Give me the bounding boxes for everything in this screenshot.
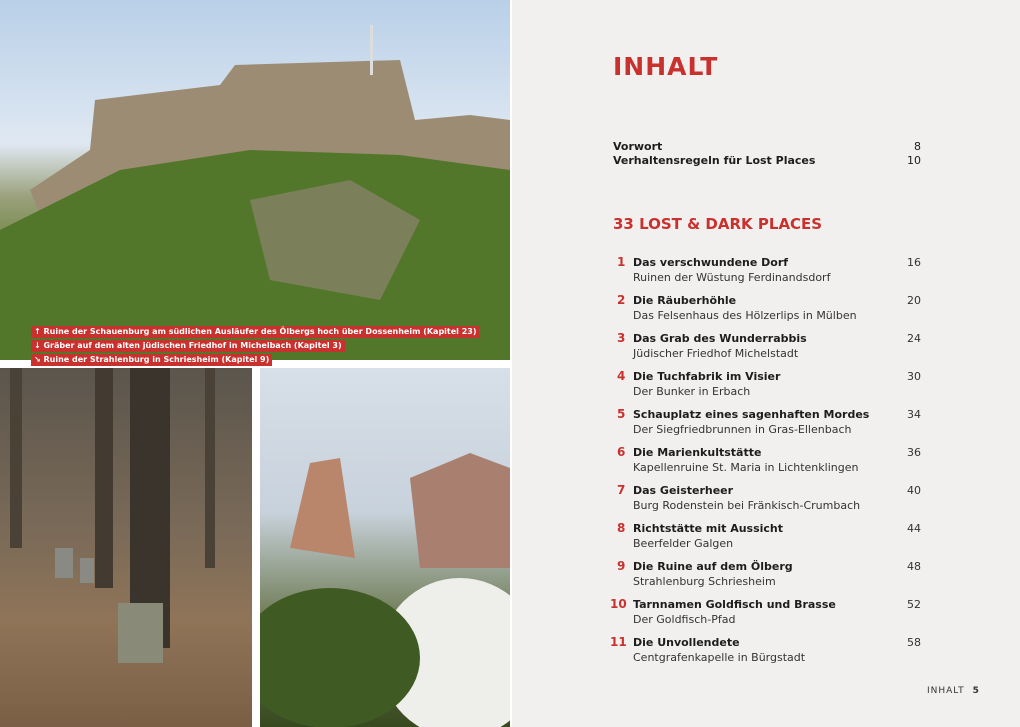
footer-label: INHALT <box>927 686 965 696</box>
chapter-page: 16 <box>907 256 921 269</box>
chapter-subtitle: Ruinen der Wüstung Ferdinandsdorf <box>633 271 831 284</box>
caption-1: ↑ Ruine der Schauenburg am südlichen Ausläufer des Ölbergs hoch über Dossenheim (Kapitel 23) <box>31 326 479 338</box>
chapter-number: 10 <box>610 597 627 611</box>
chapter-page: 34 <box>907 408 921 421</box>
chapter-title: Das Geisterheer <box>633 484 734 497</box>
chapter-page: 30 <box>907 370 921 383</box>
chapter-title: Die Marienkultstätte <box>633 446 762 459</box>
chapter-subtitle: Das Felsenhaus des Hölzerlips in Mülben <box>633 309 857 322</box>
chapter-page: 24 <box>907 332 921 345</box>
chapter-title: Die Ruine auf dem Ölberg <box>633 560 793 573</box>
chapter-title: Das Grab des Wunderrabbis <box>633 332 807 345</box>
toc-label: Verhaltensregeln für Lost Places <box>613 154 816 167</box>
toc-front-item[interactable] <box>613 154 921 167</box>
chapter-subtitle: Jüdischer Friedhof Michelstadt <box>633 347 799 360</box>
caption-2: ↓ Gräber auf dem alten jüdischen Friedhof in Michelbach (Kapitel 3) <box>31 340 345 352</box>
chapter-title: Die Tuchfabrik im Visier <box>633 370 781 383</box>
photo-captions <box>31 326 479 366</box>
chapter-title: Die Räuberhöhle <box>633 294 737 307</box>
chapter-number: 5 <box>617 407 626 421</box>
toc-page: 10 <box>907 154 921 167</box>
chapter-subtitle: Centgrafenkapelle in Bürgstadt <box>633 651 806 664</box>
chapter-number: 8 <box>617 521 626 535</box>
chapter-title: Das verschwundene Dorf <box>633 256 789 269</box>
toc-front-item[interactable] <box>613 140 921 153</box>
chapter-number: 9 <box>617 559 626 573</box>
chapter-number: 3 <box>617 331 626 345</box>
chapter-page: 36 <box>907 446 921 459</box>
chapter-subtitle: Burg Rodenstein bei Fränkisch-Crumbach <box>633 499 861 512</box>
chapter-title: Die Unvollendete <box>633 636 740 649</box>
chapter-page: 40 <box>907 484 921 497</box>
chapter-page: 58 <box>907 636 921 649</box>
chapter-subtitle: Der Bunker in Erbach <box>633 385 751 398</box>
chapter-number: 6 <box>617 445 626 459</box>
chapter-number: 2 <box>617 293 626 307</box>
chapter-title: Tarnnamen Goldfisch und Brasse <box>633 598 836 611</box>
jewish-cemetery-photo <box>0 368 252 727</box>
chapter-subtitle: Der Siegfriedbrunnen in Gras-Ellenbach <box>633 423 852 436</box>
castle-ruin-photo <box>0 0 510 360</box>
caption-3: ↘ Ruine der Strahlenburg in Schriesheim (Kapitel 9) <box>31 354 272 366</box>
chapter-number: 11 <box>610 635 627 649</box>
chapter-subtitle: Der Goldfisch-Pfad <box>633 613 736 626</box>
chapter-subtitle: Kapellenruine St. Maria in Lichtenklingen <box>633 461 859 474</box>
toc-label: Vorwort <box>613 140 663 153</box>
chapter-subtitle: Beerfelder Galgen <box>633 537 734 550</box>
table-of-contents-page <box>512 0 1020 727</box>
chapter-page: 44 <box>907 522 921 535</box>
chapter-page: 48 <box>907 560 921 573</box>
chapter-page: 52 <box>907 598 921 611</box>
section-title: 33 LOST & DARK PLACES <box>613 215 823 233</box>
chapter-page: 20 <box>907 294 921 307</box>
chapter-number: 4 <box>617 369 626 383</box>
chapter-number: 1 <box>617 255 626 269</box>
page-footer <box>927 686 980 696</box>
chapter-number: 7 <box>617 483 626 497</box>
chapter-title: Richtstätte mit Aussicht <box>633 522 784 535</box>
toc-page: 8 <box>914 140 921 153</box>
page-title: INHALT <box>613 52 719 81</box>
chapter-subtitle: Strahlenburg Schriesheim <box>633 575 776 588</box>
strahlenburg-photo <box>260 368 510 727</box>
chapter-title: Schauplatz eines sagenhaften Mordes <box>633 408 870 421</box>
page-number: 5 <box>972 686 980 696</box>
